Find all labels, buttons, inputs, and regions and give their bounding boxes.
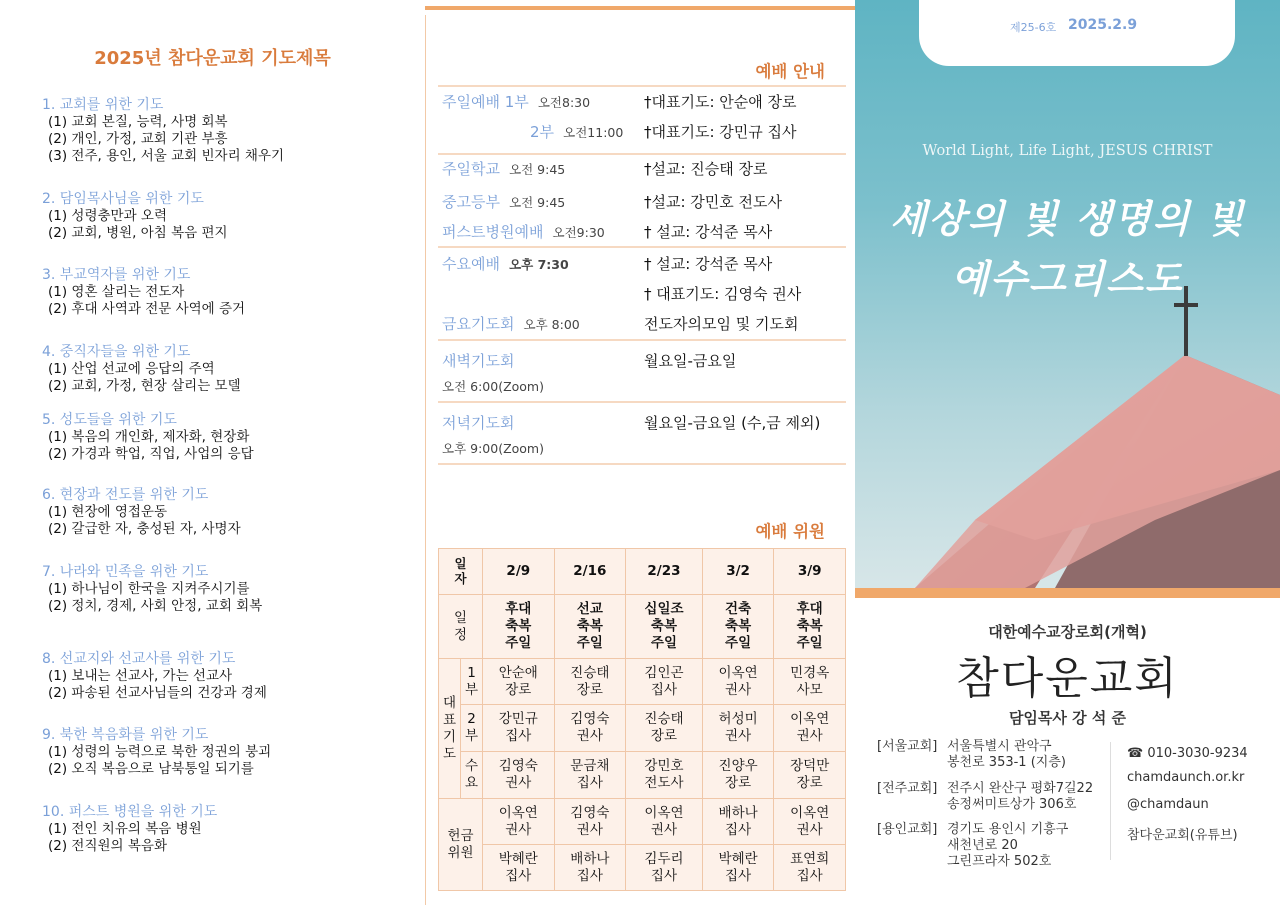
service-name: 2부 xyxy=(530,123,555,141)
church-name: 참다운교회 xyxy=(956,653,1179,704)
prayer-label: 대표기도 xyxy=(439,659,461,799)
duty-cell: 진승태 장로 xyxy=(554,659,626,705)
duty-cell: 김인곤 집사 xyxy=(626,659,703,705)
prayer-item: (1) 산업 선교에 응답의 주역 xyxy=(48,361,215,377)
date-label: 일자 xyxy=(439,549,483,595)
prayer-item: (2) 오직 복음으로 남북통일 되기를 xyxy=(48,761,254,777)
service-time: 오전 9:45 xyxy=(509,195,566,210)
prayer-item: (2) 파송된 선교사님들의 건강과 경제 xyxy=(48,685,267,701)
issue-badge xyxy=(919,0,1235,66)
service-row xyxy=(442,313,847,334)
event-cell: 선교 축복 주일 xyxy=(554,595,626,659)
service-detail: † 설교: 강석준 목사 xyxy=(644,223,773,241)
prayer-group xyxy=(42,803,412,855)
event-cell: 후대 축복 주일 xyxy=(774,595,846,659)
service-time: 오후 8:00 xyxy=(523,317,580,332)
address-line: 봉천로 353-1 (지층) xyxy=(947,755,1066,770)
sub-label: 수요 xyxy=(461,752,483,799)
service-name: 주일예배 1부 xyxy=(442,93,529,111)
service-row xyxy=(442,350,847,395)
duty-cell: 이옥연 권사 xyxy=(483,799,555,845)
service-detail: 전도자의모임 및 기도회 xyxy=(644,315,799,333)
address-tag: [용인교회] xyxy=(877,822,938,837)
phone-number: ☎ 010-3030-9234 xyxy=(1127,746,1248,761)
divider xyxy=(438,153,846,155)
prayer-group xyxy=(42,96,412,165)
service-detail: † 설교: 강석준 목사 xyxy=(644,255,773,273)
duty-cell: 강민호 전도사 xyxy=(626,752,703,799)
event-cell: 십일조 축복 주일 xyxy=(626,595,703,659)
duty-title: 예배 위원 xyxy=(755,522,825,541)
orange-band xyxy=(855,588,1280,598)
prayer-item: (3) 전주, 용인, 서울 교회 빈자리 채우기 xyxy=(48,148,285,164)
table-row xyxy=(439,659,846,705)
table-row xyxy=(439,595,846,659)
date-cell: 2/23 xyxy=(626,549,703,595)
prayer-item: (1) 현장에 영접운동 xyxy=(48,504,167,520)
address-jeonju xyxy=(877,781,1093,813)
event-cell: 건축 축복 주일 xyxy=(702,595,774,659)
address-line: 전주시 완산구 평화7길22 xyxy=(947,781,1094,796)
duty-cell: 김두리 집사 xyxy=(626,845,703,891)
prayer-group xyxy=(42,343,412,395)
date-cell: 3/9 xyxy=(774,549,846,595)
service-detail: † 대표기도: 김영숙 권사 xyxy=(644,285,802,303)
prayer-heading: 2. 담임목사님을 위한 기도 xyxy=(42,191,204,207)
prayer-item: (2) 후대 사역과 전문 사역에 증거 xyxy=(48,301,246,317)
duty-cell: 허성미 권사 xyxy=(702,705,774,752)
column-divider xyxy=(425,15,426,905)
denomination: 대한예수교장로회(개혁) xyxy=(988,623,1147,641)
table-row xyxy=(439,705,846,752)
event-cell: 후대 축복 주일 xyxy=(483,595,555,659)
service-name: 저녁기도회 xyxy=(442,414,515,432)
service-time: 오전11:00 xyxy=(563,125,624,140)
duty-cell: 박혜란 집사 xyxy=(702,845,774,891)
duty-cell: 김영숙 권사 xyxy=(554,799,626,845)
address-yongin xyxy=(877,822,1068,870)
duty-cell: 이옥연 권사 xyxy=(702,659,774,705)
duty-cell: 배하나 집사 xyxy=(554,845,626,891)
sub-label: 2부 xyxy=(461,705,483,752)
pastor-name: 담임목사 강 석 준 xyxy=(1008,709,1127,727)
issue-date: 2025.2.9 xyxy=(1068,17,1138,33)
prayer-heading: 4. 중직자들을 위한 기도 xyxy=(42,344,191,360)
duty-cell: 김영숙 권사 xyxy=(483,752,555,799)
website-link[interactable]: chamdaunch.or.kr xyxy=(1127,770,1245,785)
address-tag: [전주교회] xyxy=(877,781,938,796)
service-detail: †설교: 진승태 장로 xyxy=(644,160,768,178)
service-time: 오후 9:00(Zoom) xyxy=(442,441,544,456)
duty-table xyxy=(438,548,846,891)
service-time: 오후 7:30 xyxy=(509,257,569,272)
service-name: 수요예배 xyxy=(442,255,500,273)
service-name: 새벽기도회 xyxy=(442,352,515,370)
prayer-item: (1) 복음의 개인화, 제자화, 현장화 xyxy=(48,429,250,445)
duty-cell: 박혜란 집사 xyxy=(483,845,555,891)
service-row xyxy=(442,221,847,242)
prayer-item: (1) 성령충만과 오력 xyxy=(48,208,167,224)
prayer-heading: 3. 부교역자를 위한 기도 xyxy=(42,267,191,283)
address-line: 새천년로 20 xyxy=(947,838,1018,853)
divider xyxy=(438,246,846,248)
prayer-panel xyxy=(0,0,425,905)
hero-image xyxy=(855,0,1280,588)
duty-cell: 이옥연 권사 xyxy=(774,705,846,752)
divider xyxy=(438,339,846,341)
table-row xyxy=(439,549,846,595)
youtube-link[interactable]: 참다운교회(유튜브) xyxy=(1127,828,1238,843)
prayer-group xyxy=(42,411,412,463)
contact-divider xyxy=(1110,742,1111,860)
duty-cell: 민경옥 사모 xyxy=(774,659,846,705)
service-time: 오전9:30 xyxy=(552,225,605,240)
divider xyxy=(438,85,846,87)
prayer-item: (1) 성령의 능력으로 북한 정권의 붕괴 xyxy=(48,744,272,760)
address-line: 그린프라자 502호 xyxy=(947,854,1052,869)
prayer-heading: 8. 선교지와 선교사를 위한 기도 xyxy=(42,651,236,667)
duty-cell: 안순애 장로 xyxy=(483,659,555,705)
service-row xyxy=(442,412,847,457)
prayer-item: (1) 영혼 살리는 전도자 xyxy=(48,284,185,300)
service-detail: †설교: 강민호 전도사 xyxy=(644,193,783,211)
service-detail: †대표기도: 강민규 집사 xyxy=(644,123,797,141)
address-seoul xyxy=(877,739,1066,771)
service-name: 퍼스트병원예배 xyxy=(442,223,544,241)
address-line: 경기도 용인시 기흥구 xyxy=(947,822,1069,837)
prayer-group xyxy=(42,563,412,615)
duty-cell: 강민규 집사 xyxy=(483,705,555,752)
service-detail: 월요일-금요일 xyxy=(644,352,737,370)
service-detail: 월요일-금요일 (수,금 제외) xyxy=(644,414,821,432)
prayer-item: (2) 교회, 가정, 현장 살리는 모델 xyxy=(48,378,241,394)
issue-number: 제25-6호 xyxy=(1010,21,1057,34)
motto-korean-line2: 예수그리스도 xyxy=(951,257,1184,301)
divider xyxy=(438,463,846,465)
motto-korean-line1: 세상의 빛 생명의 빛 xyxy=(889,197,1246,241)
prayer-item: (2) 개인, 가정, 교회 기관 부흥 xyxy=(48,131,228,147)
prayer-item: (1) 교회 본질, 능력, 사명 회복 xyxy=(48,114,228,130)
duty-cell: 이옥연 권사 xyxy=(626,799,703,845)
service-row xyxy=(442,191,847,212)
service-time: 오전8:30 xyxy=(537,95,591,110)
duty-cell: 이옥연 권사 xyxy=(774,799,846,845)
prayer-item: (1) 보내는 선교사, 가는 선교사 xyxy=(48,668,233,684)
address-line: 송정써미트상가 306호 xyxy=(947,797,1077,812)
prayer-group xyxy=(42,190,412,242)
date-cell: 2/9 xyxy=(483,549,555,595)
prayer-heading: 1. 교회를 위한 기도 xyxy=(42,97,164,113)
social-handle[interactable]: @chamdaun xyxy=(1127,797,1209,812)
motto-english: World Light, Life Light, JESUS CHRIST xyxy=(922,143,1213,159)
prayer-heading: 9. 북한 복음화를 위한 기도 xyxy=(42,727,209,743)
address-tag: [서울교회] xyxy=(877,739,938,754)
duty-cell: 표연희 집사 xyxy=(774,845,846,891)
duty-cell: 김영숙 권사 xyxy=(554,705,626,752)
service-row xyxy=(442,253,847,274)
prayer-item: (2) 교회, 병원, 아침 복음 편지 xyxy=(48,225,228,241)
duty-cell: 배하나 집사 xyxy=(702,799,774,845)
service-time: 오전 9:45 xyxy=(509,162,566,177)
table-row xyxy=(439,752,846,799)
prayer-item: (2) 갈급한 자, 충성된 자, 사명자 xyxy=(48,521,241,537)
prayer-group xyxy=(42,266,412,318)
event-label: 일정 xyxy=(439,595,483,659)
service-name: 주일학교 xyxy=(442,160,500,178)
offering-label: 헌금위원 xyxy=(439,799,483,891)
prayer-heading: 6. 현장과 전도를 위한 기도 xyxy=(42,487,209,503)
worship-title: 예배 안내 xyxy=(755,62,825,81)
address-line: 서울특별시 관악구 xyxy=(947,739,1052,754)
duty-cell: 장덕만 장로 xyxy=(774,752,846,799)
date-cell: 2/16 xyxy=(554,549,626,595)
prayer-item: (2) 가경과 학업, 직업, 사업의 응답 xyxy=(48,446,254,462)
service-row xyxy=(442,91,847,112)
date-cell: 3/2 xyxy=(702,549,774,595)
prayer-item: (1) 하나님이 한국을 지켜주시기를 xyxy=(48,581,250,597)
prayer-heading: 5. 성도들을 위한 기도 xyxy=(42,412,177,428)
service-row xyxy=(442,158,847,179)
prayer-item: (2) 전직원의 복음화 xyxy=(48,838,167,854)
service-time: 오전 6:00(Zoom) xyxy=(442,379,544,394)
sub-label: 1부 xyxy=(461,659,483,705)
service-name: 금요기도회 xyxy=(442,315,515,333)
duty-cell: 진양우 장로 xyxy=(702,752,774,799)
prayer-title: 2025년 참다운교회 기도제목 xyxy=(94,48,331,69)
prayer-heading: 7. 나라와 민족을 위한 기도 xyxy=(42,564,209,580)
prayer-group xyxy=(42,650,412,702)
duty-cell: 문금채 집사 xyxy=(554,752,626,799)
prayer-group xyxy=(42,486,412,538)
prayer-item: (2) 정치, 경제, 사회 안정, 교회 회복 xyxy=(48,598,263,614)
duty-cell: 진승태 장로 xyxy=(626,705,703,752)
prayer-group xyxy=(42,726,412,778)
service-detail: †대표기도: 안순애 장로 xyxy=(644,93,797,111)
table-row xyxy=(439,845,846,891)
divider xyxy=(438,401,846,403)
service-row xyxy=(442,121,847,142)
prayer-heading: 10. 퍼스트 병원을 위한 기도 xyxy=(42,804,218,820)
cover-panel xyxy=(855,0,1280,905)
table-row xyxy=(439,799,846,845)
prayer-item: (1) 전인 치유의 복음 병원 xyxy=(48,821,202,837)
service-name: 중고등부 xyxy=(442,193,500,211)
